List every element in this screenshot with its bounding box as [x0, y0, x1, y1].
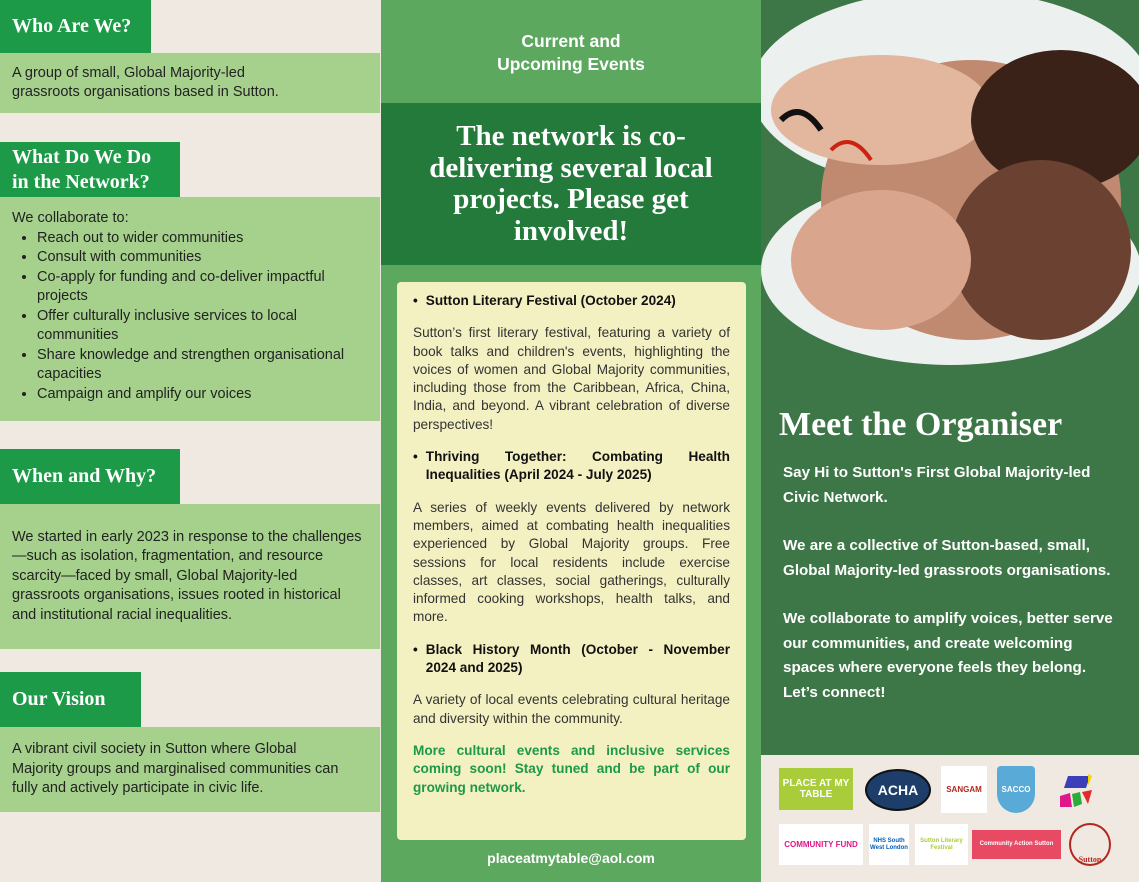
vision-heading [0, 672, 141, 727]
logo-text: Sutton [1078, 855, 1102, 864]
when-why-text [0, 504, 380, 649]
list-item: • Co-apply for funding and co-deliver impactful projects [37, 268, 368, 307]
organiser-paragraph: Say Hi to Sutton's First Global Majority-led Civic Network. [783, 464, 1091, 506]
closing-note: More cultural events and inclusive services coming soon! Stay tuned and be part of our growing network. [413, 742, 730, 795]
logo-text: ACHA [877, 781, 919, 798]
what-we-do-heading [0, 142, 180, 197]
vision-text [0, 727, 380, 812]
who-are-we-text [0, 53, 380, 113]
event-title [413, 292, 730, 310]
hands-image-icon [761, 0, 1139, 365]
event-title-text: Sutton Literary Festival (October 2024) [425, 293, 676, 308]
bullet-icon: • [413, 641, 418, 657]
logo-text: Community Action Sutton [979, 841, 1054, 847]
headline: The network is co-delivering several local projects. Please get involved! [429, 120, 713, 247]
organiser-paragraph: We are a collective of Sutton-based, small, Global Majority-led grassroots organisations. [783, 537, 1111, 579]
event-description: A variety of local events celebrating cultural heritage and diversity within the community. [413, 692, 730, 726]
body-text: A group of small, Global Majority-led grassroots organisations based in Sutton. [12, 64, 279, 100]
event-description: Sutton’s first literary festival, featuring a variety of book talks and children's events, highlighting the voices of women and Global Majority communities, including those from the Caribbean, Africa, China, India, and beyond. A vibrant celebration of diverse perspectives! [413, 325, 730, 432]
logo-text: Sutton Literary Festival [920, 837, 963, 851]
hands-photo [761, 0, 1139, 365]
event-description: A series of weekly events delivered by network members, aimed at combating health inequalities experienced by Global Majority groups. Free sessions for local residents include exercise classes, art classes, social gatherings, culturally informed cooking workshops, health talks, and more. [413, 499, 730, 625]
heading-text: When and Why? [12, 465, 157, 487]
logo-text: NHS South West London [870, 837, 908, 851]
events-panel [381, 0, 761, 882]
what-we-do-list [0, 197, 380, 421]
headline-band [381, 103, 761, 265]
organiser-paragraph: We collaborate to amplify voices, better serve our communities, and create welcoming spaces where everyone feels they belong. Let’s connect! [783, 610, 1113, 701]
heading-line: in the Network? [12, 170, 150, 193]
events-card [397, 282, 746, 840]
logo-sacco [997, 766, 1035, 813]
heading-line: What Do We Do [12, 145, 152, 168]
list-item: • Campaign and amplify our voices [37, 385, 368, 405]
list-intro: We collaborate to: [12, 210, 129, 226]
heading-text: Who Are We? [12, 15, 132, 37]
list-item: • Share knowledge and strengthen organisational capacities [37, 346, 368, 385]
logo-text: PLACE AT MY TABLE [782, 778, 850, 800]
organiser-panel [761, 0, 1139, 882]
logo-text: SACCO [1001, 785, 1031, 794]
bullet-icon: • [413, 449, 418, 465]
list-item: • Reach out to wider communities [37, 229, 368, 249]
logo-place-at-my-table [779, 768, 853, 810]
logo-nhs [869, 824, 909, 865]
logo-sangam [941, 766, 987, 813]
organiser-title: Meet the Organiser [779, 406, 1063, 443]
organiser-text [783, 461, 1117, 705]
logo-community-action-sutton [972, 830, 1061, 859]
logo-sutton-literary-festival [915, 824, 968, 865]
events-header [381, 30, 761, 76]
header-line: Current and [521, 31, 621, 51]
body-text: A vibrant civil society in Sutton where Global Majority groups and marginalised communities can fully and actively participate in civic life. [12, 741, 339, 797]
bullet-icon: • [413, 293, 418, 308]
heading-text: Our Vision [12, 688, 106, 710]
event-title-text: Black History Month (October - November 2024 and 2025) [425, 641, 730, 676]
events-list [413, 292, 730, 728]
header-line: Upcoming Events [497, 54, 645, 74]
logo-text: COMMUNITY FUND [784, 840, 858, 849]
when-why-heading [0, 449, 180, 504]
body-text: We started in early 2023 in response to the challenges—such as isolation, fragmentation, and resource scarcity—faced by small, Global Majority-led grassroots organisations, issues rooted in historical and institutional racial inequalities. [12, 528, 362, 623]
list-item: • Consult with communities [37, 248, 368, 268]
email-link[interactable]: placeatmytable@aol.com [487, 850, 655, 866]
event-title-text: Thriving Together: Combating Health Inequalities (April 2024 - July 2025) [425, 449, 730, 483]
activities-list [37, 229, 368, 405]
logo-text: SANGAM [946, 785, 982, 794]
event-title [413, 448, 730, 485]
logo-community-fund [779, 824, 863, 865]
who-are-we-heading [0, 0, 151, 53]
logo-acha [865, 769, 931, 811]
logo-sutton-council [1069, 823, 1111, 866]
logo-network [1058, 772, 1094, 810]
organiser-section [761, 365, 1139, 755]
event-title [413, 641, 730, 678]
list-item: • Offer culturally inclusive services to local communities [37, 307, 368, 346]
